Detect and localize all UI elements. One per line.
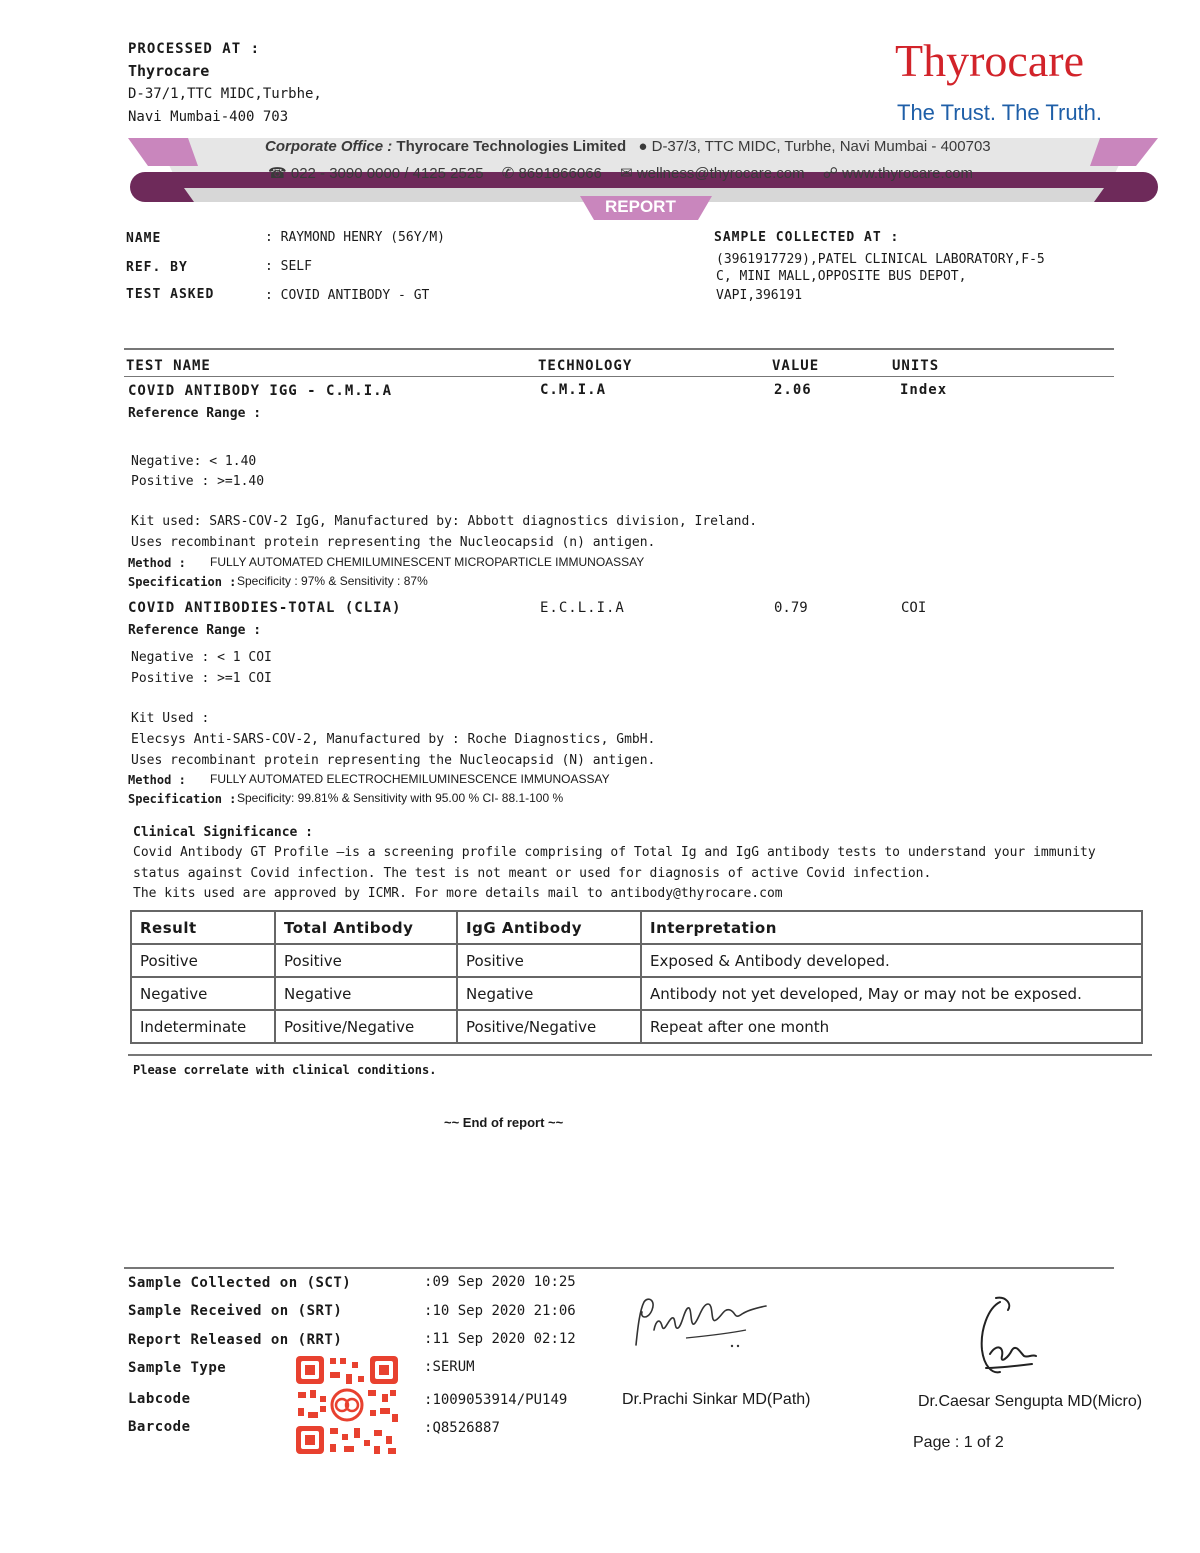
interpretation-table bbox=[130, 910, 1143, 1044]
doctor2-name: Dr.Caesar Sengupta MD(Micro) bbox=[918, 1393, 1143, 1410]
barcode: Q8526887 bbox=[432, 1420, 500, 1436]
globe-icon: ☍ bbox=[822, 165, 838, 182]
phone-number: 022 - 3090 0000 / 4125 2525 bbox=[290, 165, 484, 182]
test1-kit: Kit used: SARS-COV-2 IgG, Manufactured by: Abbott diagnostics division, Ireland. bbox=[131, 514, 758, 529]
table-cell: Negative bbox=[131, 977, 275, 1010]
clinical-line3: The kits used are approved by ICMR. For more details mail to antibody@thyrocare.com bbox=[133, 886, 783, 901]
test2-technology: E.C.L.I.A bbox=[540, 600, 625, 616]
brand-tagline: The Trust. The Truth. bbox=[897, 100, 1103, 125]
test1-negative-range: Negative: < 1.40 bbox=[131, 454, 257, 469]
test2-uses: Uses recombinant protein representing the Nucleocapsid (N) antigen. bbox=[131, 753, 656, 768]
rrt-value: :11 Sep 2020 02:12 bbox=[424, 1331, 576, 1347]
barcode-value: :Q8526887 bbox=[424, 1420, 500, 1436]
table-cell: Positive bbox=[131, 944, 275, 977]
location-pin-icon: ● bbox=[638, 138, 648, 155]
labcode: 1009053914/PU149 bbox=[432, 1392, 568, 1408]
processed-address-line2: Navi Mumbai-400 703 bbox=[128, 109, 289, 125]
email-icon: ✉ bbox=[620, 165, 633, 182]
test1-uses: Uses recombinant protein representing the Nucleocapsid (n) antigen. bbox=[131, 535, 656, 550]
table-cell: Repeat after one month bbox=[641, 1010, 1142, 1043]
test-asked-value: : COVID ANTIBODY - GT bbox=[265, 288, 430, 303]
test2-spec-label: Specification : bbox=[128, 792, 237, 806]
table-cell: Positive bbox=[275, 944, 457, 977]
company-name: Thyrocare Technologies Limited bbox=[396, 138, 627, 155]
test2-kit: Elecsys Anti-SARS-COV-2, Manufactured by : Roche Diagnostics, GmbH. bbox=[131, 732, 656, 747]
sct-label: Sample Collected on (SCT) bbox=[128, 1275, 352, 1291]
table-header-cell: Result bbox=[131, 911, 275, 944]
name-label: NAME bbox=[126, 231, 162, 246]
test1-units: Index bbox=[900, 382, 948, 398]
sample-collected-at-label: SAMPLE COLLECTED AT : bbox=[714, 230, 900, 245]
end-of-report: ~~ End of report ~~ bbox=[444, 1115, 564, 1130]
test2-reference-label: Reference Range : bbox=[128, 623, 262, 638]
email-address[interactable]: wellness@thyrocare.com bbox=[636, 165, 805, 182]
table-header-cell: Total Antibody bbox=[275, 911, 457, 944]
website-link[interactable]: www.thyrocare.com bbox=[842, 165, 974, 182]
test2-method: FULLY AUTOMATED ELECTROCHEMILUMINESCENCE IMMUNOASSAY bbox=[210, 772, 610, 786]
sample-collected-line2: C, MINI MALL,OPPOSITE BUS DEPOT, bbox=[716, 269, 967, 284]
contact-line bbox=[268, 164, 973, 182]
clinical-significance-label: Clinical Significance : bbox=[133, 825, 314, 840]
table-cell: Positive/Negative bbox=[457, 1010, 641, 1043]
page-number: Page : 1 of 2 bbox=[913, 1434, 1004, 1451]
qr-code-icon bbox=[294, 1354, 400, 1456]
sct-value: :09 Sep 2020 10:25 bbox=[424, 1274, 576, 1290]
srt-date: 10 Sep 2020 21:06 bbox=[432, 1303, 576, 1319]
table-cell: Indeterminate bbox=[131, 1010, 275, 1043]
barcode-label: Barcode bbox=[128, 1419, 191, 1435]
doctor1-name: Dr.Prachi Sinkar MD(Path) bbox=[622, 1391, 811, 1408]
table-cell: Positive bbox=[457, 944, 641, 977]
test2-positive-range: Positive : >=1 COI bbox=[131, 671, 272, 686]
test2-method-label: Method : bbox=[128, 773, 186, 787]
test2-value: 0.79 bbox=[774, 600, 808, 616]
table-row bbox=[131, 944, 1142, 977]
processed-address-line1: D-37/1,TTC MIDC,Turbhe, bbox=[128, 86, 322, 102]
table-cell: Positive/Negative bbox=[275, 1010, 457, 1043]
table-cell: Antibody not yet developed, May or may not be exposed. bbox=[641, 977, 1142, 1010]
table-row bbox=[131, 977, 1142, 1010]
results-header-rule bbox=[124, 376, 1114, 377]
col-technology: TECHNOLOGY bbox=[538, 358, 633, 374]
table-cell: Exposed & Antibody developed. bbox=[641, 944, 1142, 977]
report-tab: REPORT bbox=[605, 197, 676, 216]
col-value: VALUE bbox=[772, 358, 820, 374]
ref-by-value: : SELF bbox=[265, 259, 312, 274]
test2-kit-label: Kit Used : bbox=[131, 711, 210, 726]
signature-prachi-sinkar bbox=[626, 1290, 776, 1360]
ref-by-label: REF. BY bbox=[126, 260, 188, 275]
test1-spec-label: Specification : bbox=[128, 575, 237, 589]
table-row bbox=[131, 1010, 1142, 1043]
table-cell: Negative bbox=[275, 977, 457, 1010]
phone-icon: ☎ bbox=[268, 165, 287, 182]
correlate-note: Please correlate with clinical conditions. bbox=[133, 1063, 437, 1077]
results-top-rule bbox=[124, 348, 1114, 350]
rrt-date: 11 Sep 2020 02:12 bbox=[432, 1331, 576, 1347]
test1-value: 2.06 bbox=[774, 382, 812, 398]
test1-method: FULLY AUTOMATED CHEMILUMINESCENT MICROPARTICLE IMMUNOASSAY bbox=[210, 555, 645, 569]
thyrocare-logo: Thyrocare bbox=[895, 35, 1084, 86]
processed-at-label: PROCESSED AT : bbox=[128, 41, 261, 57]
sample-type: SERUM bbox=[432, 1359, 475, 1375]
table-bottom-rule bbox=[128, 1054, 1152, 1056]
test1-technology: C.M.I.A bbox=[540, 382, 607, 398]
test1-method-label: Method : bbox=[128, 556, 186, 570]
table-cell: Negative bbox=[457, 977, 641, 1010]
corporate-office-line bbox=[265, 138, 991, 155]
srt-value: :10 Sep 2020 21:06 bbox=[424, 1303, 576, 1319]
sample-collected-line3: VAPI,396191 bbox=[716, 288, 803, 303]
test1-spec: Specificity : 97% & Sensitivity : 87% bbox=[237, 574, 428, 588]
test2-spec: Specificity: 99.81% & Sensitivity with 95.00 % CI- 88.1-100 % bbox=[237, 791, 564, 805]
test1-name: COVID ANTIBODY IGG - C.M.I.A bbox=[128, 383, 393, 399]
labcode-value: :1009053914/PU149 bbox=[424, 1392, 568, 1408]
table-header-row bbox=[131, 911, 1142, 944]
table-header-cell: IgG Antibody bbox=[457, 911, 641, 944]
test1-reference-label: Reference Range : bbox=[128, 406, 262, 421]
srt-label: Sample Received on (SRT) bbox=[128, 1303, 343, 1319]
corporate-label: Corporate Office : bbox=[265, 138, 393, 155]
labcode-label: Labcode bbox=[128, 1391, 191, 1407]
corporate-address: D-37/3, TTC MIDC, Turbhe, Navi Mumbai - 400703 bbox=[651, 138, 991, 155]
col-test-name: TEST NAME bbox=[126, 358, 211, 374]
test2-name: COVID ANTIBODIES-TOTAL (CLIA) bbox=[128, 600, 402, 616]
sample-type-label: Sample Type bbox=[128, 1360, 227, 1376]
whatsapp-number: 8691866066 bbox=[518, 165, 602, 182]
test-asked-label: TEST ASKED bbox=[126, 287, 215, 302]
clinical-line1: Covid Antibody GT Profile –is a screening profile comprising of Total Ig and IgG antibody tests to understand your immunity bbox=[133, 845, 1096, 860]
clinical-line2: status against Covid infection. The test is not meant or used for diagnosis of active Covid infection. bbox=[133, 866, 932, 881]
table-header-cell: Interpretation bbox=[641, 911, 1142, 944]
signature-caesar-sengupta bbox=[966, 1294, 1046, 1384]
test2-units: COI bbox=[901, 600, 927, 616]
processed-lab-name: Thyrocare bbox=[128, 62, 210, 80]
test1-positive-range: Positive : >=1.40 bbox=[131, 474, 265, 489]
sct-date: 09 Sep 2020 10:25 bbox=[432, 1274, 576, 1290]
test2-negative-range: Negative : < 1 COI bbox=[131, 650, 272, 665]
sample-type-value: :SERUM bbox=[424, 1359, 475, 1375]
whatsapp-icon: ✆ bbox=[501, 165, 515, 182]
sample-collected-line1: (3961917729),PATEL CLINICAL LABORATORY,F-5 bbox=[716, 252, 1045, 267]
col-units: UNITS bbox=[892, 358, 940, 374]
footer-top-rule bbox=[124, 1267, 1114, 1269]
name-value: : RAYMOND HENRY (56Y/M) bbox=[265, 230, 446, 245]
rrt-label: Report Released on (RRT) bbox=[128, 1332, 343, 1348]
